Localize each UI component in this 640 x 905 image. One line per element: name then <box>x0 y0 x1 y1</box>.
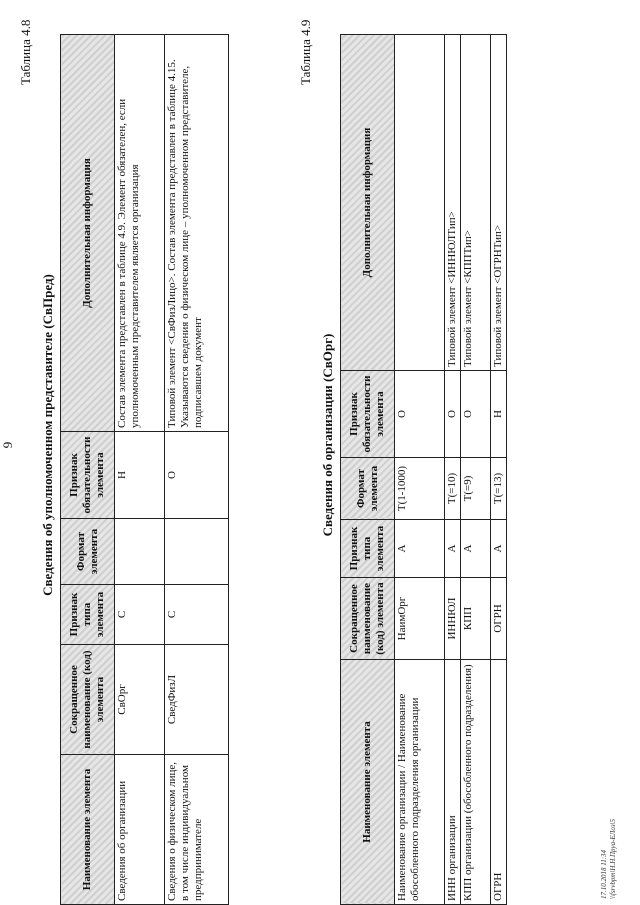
col-header-required: Признак обязательности элемента <box>61 432 115 519</box>
cell-name: Сведения о физическом лице, в том числе индивидуальном предпринимателе <box>165 755 229 905</box>
table-row <box>115 35 165 905</box>
cell-required: О <box>165 432 229 519</box>
cell-info <box>395 35 445 371</box>
cell-type: А <box>395 520 445 578</box>
cell-info: Типовой элемент <ОГРНТип> <box>490 35 506 371</box>
col-header-type: Признак типа элемента <box>61 585 115 645</box>
cell-format: T(=9) <box>460 458 490 520</box>
cell-name: ОГРН <box>490 660 506 905</box>
cell-required: Н <box>490 371 506 458</box>
table-row <box>445 35 461 905</box>
cell-type: А <box>445 520 461 578</box>
cell-required: О <box>395 371 445 458</box>
col-header-info: Дополнительная информация <box>61 35 115 432</box>
cell-code: СвОрг <box>115 645 165 755</box>
organization-table <box>340 34 507 905</box>
table-4-8-title: Сведения об уполномоченном представителе (СвПред) <box>40 274 55 596</box>
cell-format <box>115 519 165 585</box>
cell-info: Типовой элемент <СвФизЛицо>. Состав элемента представлен в таблице 4.15. Указываются сведения о физическом лице – уполномоченном представителе, подписавшем документ <box>165 35 229 432</box>
cell-format: T(=13) <box>490 458 506 520</box>
col-header-format: Формат элемента <box>61 519 115 585</box>
table-header-row <box>61 35 115 905</box>
col-header-code: Сокращенное наименование (код) элемента <box>341 578 395 660</box>
cell-code: НаимОрг <box>395 578 445 660</box>
table-4-9-title: Сведения об организации (СвОрг) <box>320 333 335 537</box>
table-row <box>165 35 229 905</box>
table-4-9-label: Таблица 4.9 <box>298 19 313 85</box>
col-header-type: Признак типа элемента <box>341 520 395 578</box>
col-header-format: Формат элемента <box>341 458 395 520</box>
cell-name: КПП организации (обособленного подразделения) <box>460 660 490 905</box>
cell-info: Типовой элемент <ИННЮЛТип> <box>445 35 461 371</box>
table-row <box>490 35 506 905</box>
col-header-info: Дополнительная информация <box>341 35 395 371</box>
cell-code: СведФизЛ <box>165 645 229 755</box>
table-row <box>395 35 445 905</box>
cell-name: Наименование организации / Наименование обособленного подразделения организации <box>395 660 445 905</box>
cell-code: ИННЮЛ <box>445 578 461 660</box>
table-header-row <box>341 35 395 905</box>
page-number: 9 <box>0 441 15 449</box>
col-header-required: Признак обязательности элемента <box>341 371 395 458</box>
cell-format <box>165 519 229 585</box>
cell-required: Н <box>115 432 165 519</box>
cell-format: T(=10) <box>445 458 461 520</box>
cell-type: А <box>460 520 490 578</box>
cell-info: Типовой элемент <КППТип> <box>460 35 490 371</box>
print-stamp <box>600 819 618 899</box>
cell-type: А <box>490 520 506 578</box>
col-header-code: Сокращенное наименование (код) элемента <box>61 645 115 755</box>
col-header-name: Наименование элемента <box>341 660 395 905</box>
cell-required: О <box>445 371 461 458</box>
cell-code: КПП <box>460 578 490 660</box>
stamp-path: \\fsrvbpm\Н.Н.Пруа-ЕЛоз\5 <box>608 818 617 899</box>
cell-info: Состав элемента представлен в таблице 4.9. Элемент обязателен, если уполномоченным представителем является организация <box>115 35 165 432</box>
col-header-name: Наименование элемента <box>61 755 115 905</box>
cell-required: О <box>460 371 490 458</box>
cell-code: ОГРН <box>490 578 506 660</box>
cell-name: Сведения об организации <box>115 755 165 905</box>
cell-type: С <box>165 585 229 645</box>
table-4-8-label: Таблица 4.8 <box>18 19 33 85</box>
cell-type: С <box>115 585 165 645</box>
stamp-datetime: 17.10.2018 11:34 <box>600 849 608 899</box>
representative-table <box>60 34 229 905</box>
table-row <box>460 35 490 905</box>
cell-name: ИНН организации <box>445 660 461 905</box>
cell-format: T(1-1000) <box>395 458 445 520</box>
